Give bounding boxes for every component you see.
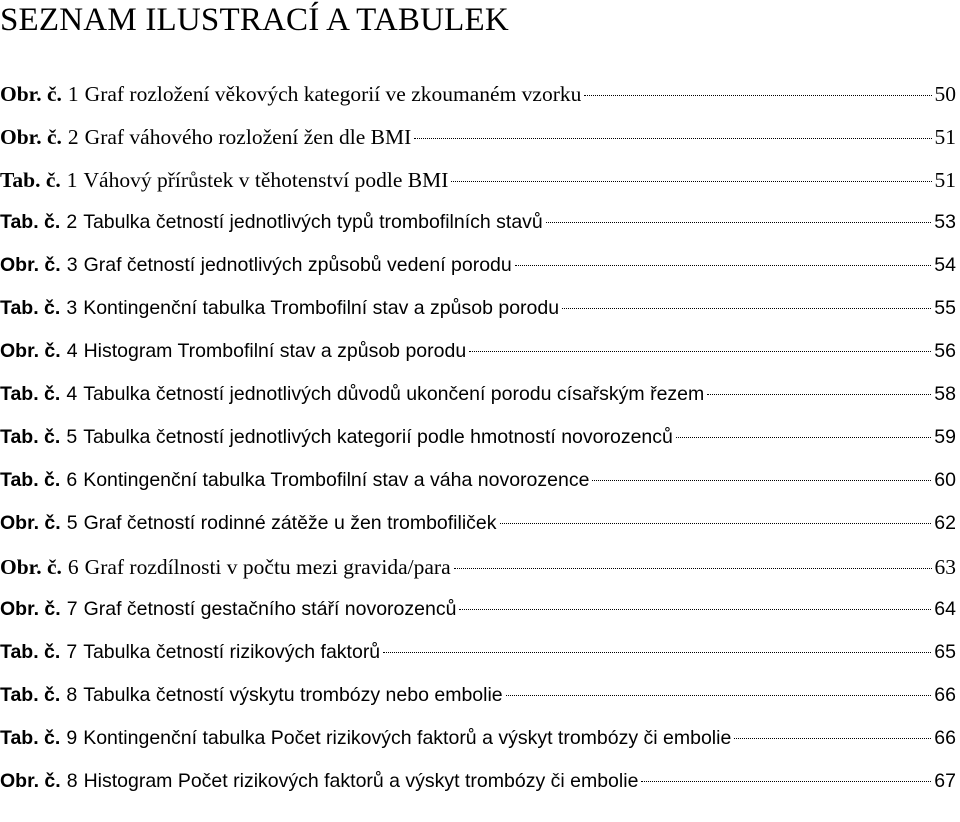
toc-entry[interactable]: [0, 469, 956, 512]
toc-entry-page: 51: [934, 168, 956, 192]
toc-entry-leader: [414, 138, 931, 139]
toc-entry-leader: [451, 181, 931, 182]
toc-entry[interactable]: [0, 125, 956, 168]
toc-entry-prefix: Tab. č.: [0, 641, 61, 663]
toc-entry-prefix: Obr. č.: [0, 82, 62, 106]
toc-entry-number: 3: [66, 297, 78, 319]
toc-entry-leader: [500, 523, 932, 524]
toc-entry-page: 53: [934, 211, 956, 233]
toc-entry-prefix: Tab. č.: [0, 684, 61, 706]
toc-entry-prefix: Obr. č.: [0, 598, 61, 620]
toc-entry-number: 7: [66, 598, 78, 620]
toc-entry-leader: [506, 695, 932, 696]
toc-entry-title: Kontingenční tabulka Trombofilní stav a způsob porodu: [83, 297, 560, 319]
toc-entry-prefix: Obr. č.: [0, 770, 61, 792]
toc-entry-prefix: Obr. č.: [0, 555, 62, 579]
toc-entry-leader: [641, 781, 931, 782]
toc-entry-number: 6: [67, 555, 79, 579]
toc-entry-number: 9: [66, 727, 78, 749]
toc-entry-prefix: Tab. č.: [0, 383, 61, 405]
toc-entry-leader: [459, 609, 931, 610]
toc-entry[interactable]: [0, 340, 956, 383]
toc-entry-title: Graf váhového rozložení žen dle BMI: [84, 125, 412, 149]
toc-entry-leader: [546, 222, 932, 223]
toc-entry-number: 2: [66, 211, 78, 233]
toc-entry[interactable]: [0, 383, 956, 426]
toc-entry-number: 8: [66, 770, 78, 792]
toc-entry-page: 59: [934, 426, 956, 448]
toc-entry-number: 7: [66, 641, 78, 663]
toc-entry[interactable]: [0, 684, 956, 727]
toc-entry-page: 66: [934, 727, 956, 749]
toc-entry-prefix: Tab. č.: [0, 297, 61, 319]
toc-entry-number: 5: [66, 512, 78, 534]
toc-entry-title: Kontingenční tabulka Počet rizikových faktorů a výskyt trombózy či embolie: [83, 727, 732, 749]
toc-entry-prefix: Tab. č.: [0, 426, 61, 448]
toc-entry-title: Tabulka četností jednotlivých důvodů ukončení porodu císařským řezem: [83, 383, 705, 405]
toc-entry-leader: [584, 95, 931, 96]
toc-entry-prefix: Tab. č.: [0, 168, 61, 192]
page-title: SEZNAM ILUSTRACÍ A TABULEK: [0, 2, 509, 38]
toc-entry-number: 1: [66, 168, 78, 192]
toc-entry-leader: [562, 308, 931, 309]
toc-entry-page: 58: [934, 383, 956, 405]
toc-entry-page: 54: [934, 254, 956, 276]
toc-entry-prefix: Tab. č.: [0, 211, 61, 233]
toc-entry-leader: [707, 394, 931, 395]
toc-entry[interactable]: [0, 211, 956, 254]
toc-entry-page: 60: [934, 469, 956, 491]
toc-entry-number: 4: [66, 340, 78, 362]
toc-entry-prefix: Obr. č.: [0, 125, 62, 149]
toc-entry-title: Histogram Počet rizikových faktorů a výskyt trombózy či embolie: [83, 770, 639, 792]
toc-entry-leader: [592, 480, 931, 481]
toc-entry[interactable]: [0, 598, 956, 641]
toc-entry-title: Graf četností jednotlivých způsobů vedení porodu: [83, 254, 512, 276]
toc-entry-title: Graf rozdílnosti v počtu mezi gravida/para: [84, 555, 451, 579]
toc-entry-page: 65: [934, 641, 956, 663]
toc-entry-title: Tabulka četností výskytu trombózy nebo embolie: [83, 684, 503, 706]
toc-entry[interactable]: [0, 727, 956, 770]
toc-entry-number: 6: [66, 469, 78, 491]
toc-entry-prefix: Tab. č.: [0, 727, 61, 749]
toc-entry-title: Váhový přírůstek v těhotenství podle BMI: [83, 168, 449, 192]
toc-entry-page: 63: [934, 555, 956, 579]
toc-entry[interactable]: [0, 512, 956, 555]
toc-entry-number: 8: [66, 684, 78, 706]
toc-entry-number: 1: [67, 82, 79, 106]
toc-entry[interactable]: [0, 426, 956, 469]
toc-entry[interactable]: [0, 770, 956, 813]
toc-entry-page: 66: [934, 684, 956, 706]
toc-entry-title: Tabulka četností jednotlivých kategorií podle hmotností novorozenců: [83, 426, 673, 448]
toc-entry-title: Graf rozložení věkových kategorií ve zkoumaném vzorku: [84, 82, 582, 106]
toc-entry-title: Kontingenční tabulka Trombofilní stav a váha novorozence: [83, 469, 590, 491]
toc-entry-prefix: Obr. č.: [0, 340, 61, 362]
toc-entry-leader: [676, 437, 931, 438]
toc-entry[interactable]: [0, 82, 956, 125]
toc-entry-page: 55: [934, 297, 956, 319]
toc-entry-title: Graf četností gestačního stáří novorozenců: [83, 598, 457, 620]
toc-entry-prefix: Tab. č.: [0, 469, 61, 491]
toc-entry-number: 4: [66, 383, 78, 405]
toc-entry[interactable]: [0, 555, 956, 598]
toc-entry-number: 2: [67, 125, 79, 149]
toc-entry-title: Histogram Trombofilní stav a způsob porodu: [83, 340, 467, 362]
toc-entry-number: 5: [66, 426, 78, 448]
toc-entry-page: 64: [934, 598, 956, 620]
toc-entry-page: 56: [934, 340, 956, 362]
toc-entry-prefix: Obr. č.: [0, 254, 61, 276]
toc-entry-page: 62: [934, 512, 956, 534]
toc-entry-prefix: Obr. č.: [0, 512, 61, 534]
toc-entry-number: 3: [66, 254, 78, 276]
toc-entry-title: Tabulka četností jednotlivých typů trombofilních stavů: [83, 211, 543, 233]
toc-entry[interactable]: [0, 168, 956, 211]
toc-entry-page: 50: [934, 82, 956, 106]
toc-entry-page: 51: [934, 125, 956, 149]
toc-entry-leader: [515, 265, 932, 266]
toc-entry[interactable]: [0, 254, 956, 297]
toc-entry-title: Graf četností rodinné zátěže u žen trombofiliček: [83, 512, 497, 534]
toc-entry-title: Tabulka četností rizikových faktorů: [83, 641, 381, 663]
toc-entry-leader: [469, 351, 931, 352]
toc-entry-leader: [383, 652, 931, 653]
toc-entry-leader: [734, 738, 931, 739]
toc-entry-leader: [454, 568, 932, 569]
toc-entry[interactable]: [0, 297, 956, 340]
toc-entry[interactable]: [0, 641, 956, 684]
toc-entry-page: 67: [934, 770, 956, 792]
toc-list: [0, 82, 956, 813]
